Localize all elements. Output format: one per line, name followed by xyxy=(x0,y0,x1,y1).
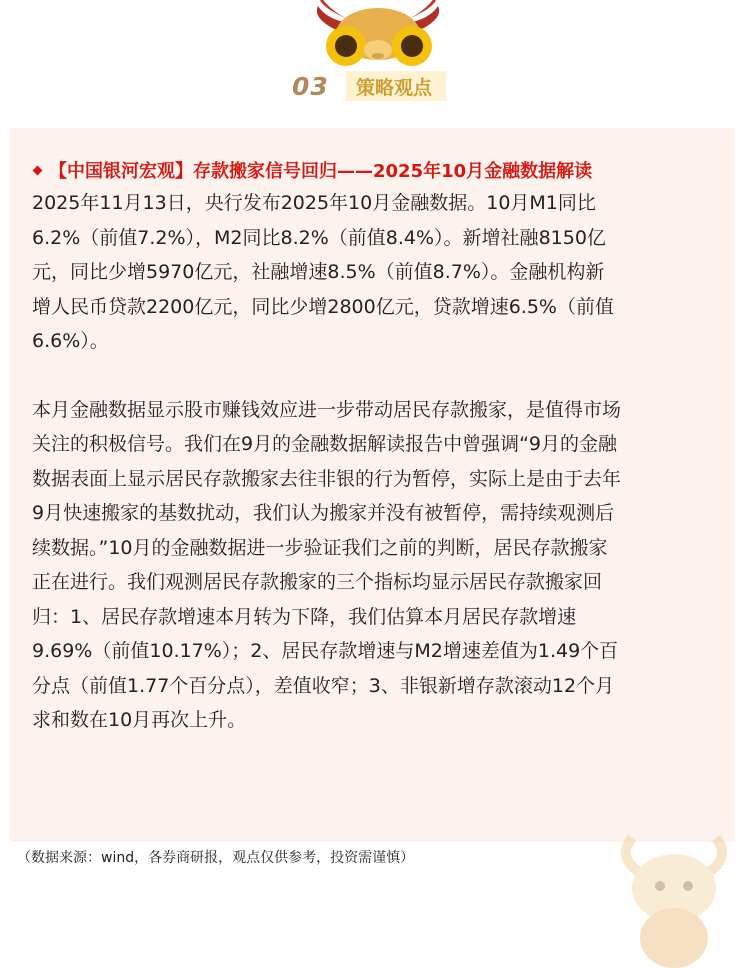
paragraph-line: 续数据。”10月的金融数据进一步验证我们之前的判断，居民存款搬家 xyxy=(32,536,608,559)
bull-sunflower-mascot-icon xyxy=(308,0,448,78)
paragraph-line: 求和数在10月再次上升。 xyxy=(32,709,247,731)
paragraph-line: 9月快速搬家的基数扰动，我们认为搬家并没有被暂停，需持续观测后 xyxy=(32,502,615,524)
paragraph-line: 本月金融数据显示股市赚钱效应进一步带动居民存款搬家，是值得市场 xyxy=(32,398,622,421)
paragraph-line: 数据表面上显示居民存款搬家去往非银的行为暂停，实际上是由于去年 xyxy=(32,467,622,490)
article-headline-text: 【中国银河宏观】存款搬家信号回归——2025年10月金融数据解读 xyxy=(49,161,593,182)
data-source-footnote: （数据来源：wind，各券商研报，观点仅供参考，投资需谨慎） xyxy=(17,850,415,866)
paragraph-line: 关注的积极信号。我们在9月的金融数据解读报告中曾强调“9月的金融 xyxy=(32,433,618,455)
section-title-box xyxy=(346,71,446,101)
article-content xyxy=(32,158,722,738)
section-header xyxy=(292,70,446,102)
paragraph-line: 6.2%（前值7.2%），M2同比8.2%（前值8.4%）。新增社融8150亿 xyxy=(32,226,606,249)
bull-mascot-watermark-icon xyxy=(612,828,736,968)
paragraph-line: 6.6%）。 xyxy=(32,330,109,352)
article-card xyxy=(10,128,735,842)
article-headline xyxy=(32,158,722,186)
section-title: 策略观点 xyxy=(356,76,433,99)
paragraph-line: 元，同比少增5970亿元，社融增速8.5%（前值8.7%）。金融机构新 xyxy=(32,261,605,283)
paragraph-1 xyxy=(32,186,722,359)
paragraph-line: 9.69%（前值10.17%）；2、居民存款增速与M2增速差值为1.49个百 xyxy=(32,640,619,662)
paragraph-line: 2025年11月13日，央行发布2025年10月金融数据。10月M1同比 xyxy=(32,192,596,214)
paragraph-line: 增人民币贷款2200亿元，同比少增2800亿元，贷款增速6.5%（前值 xyxy=(32,295,614,318)
diamond-bullet-icon xyxy=(33,166,43,176)
paragraph-line: 分点（前值1.77个百分点），差值收窄；3、非银新增存款滚动12个月 xyxy=(32,674,615,697)
paragraph-line: 正在进行。我们观测居民存款搬家的三个指标均显示居民存款搬家回 xyxy=(32,571,603,593)
section-number: 03 xyxy=(292,71,329,101)
paragraph-spacer xyxy=(32,359,722,393)
paragraph-2 xyxy=(32,393,722,738)
paragraph-line: 归：1、居民存款增速本月转为下降，我们估算本月居民存款增速 xyxy=(32,605,577,628)
